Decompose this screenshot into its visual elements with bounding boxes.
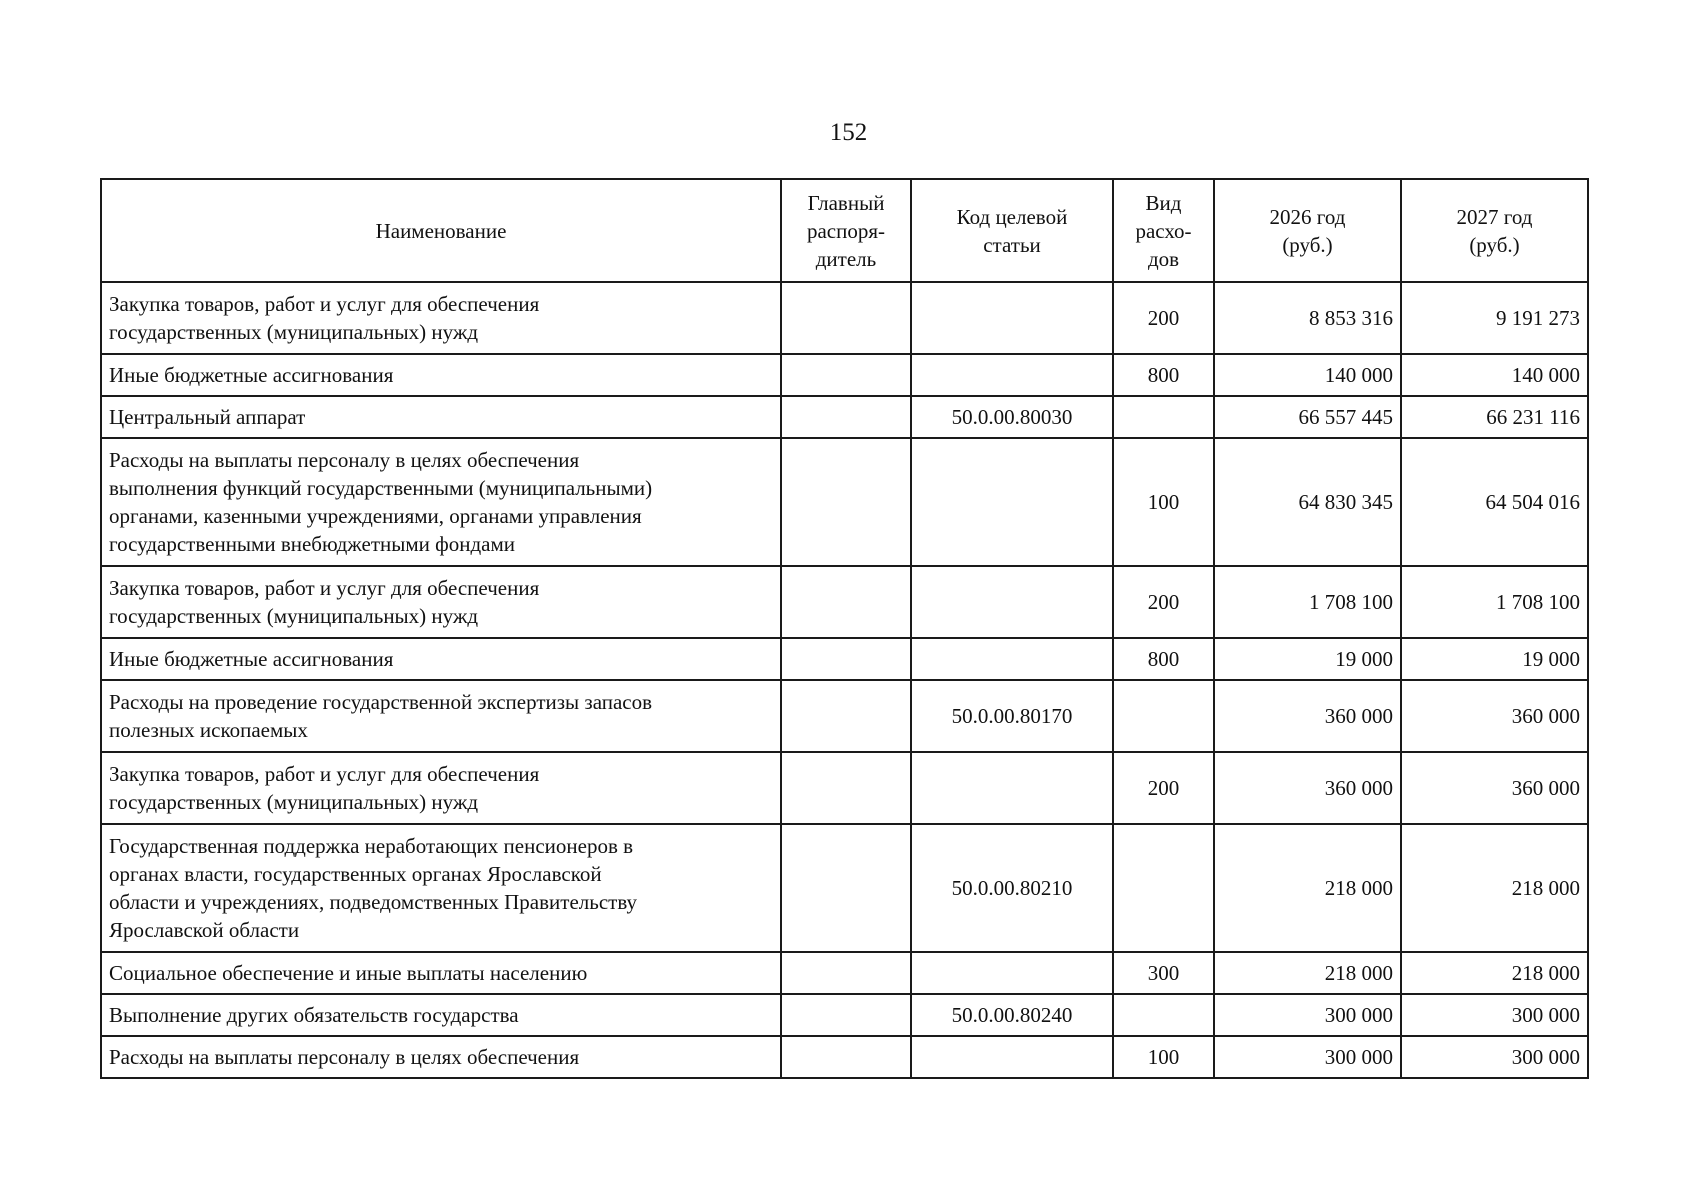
row-code [911,752,1113,824]
header-target-code: Код целевой статьи [911,179,1113,282]
row-2026: 218 000 [1214,824,1401,952]
row-2026: 360 000 [1214,680,1401,752]
row-manager [781,282,911,354]
table-row [101,438,1588,566]
row-type [1113,680,1214,752]
row-name: Социальное обеспечение и иные выплаты населению [101,952,781,994]
row-manager [781,680,911,752]
row-2026: 1 708 100 [1214,566,1401,638]
row-2027: 360 000 [1401,752,1588,824]
row-code: 50.0.00.80030 [911,396,1113,438]
header-year-2027: 2027 год (руб.) [1401,179,1588,282]
row-2027: 300 000 [1401,1036,1588,1078]
table-header-row [101,179,1588,282]
row-type: 800 [1113,354,1214,396]
row-type: 300 [1113,952,1214,994]
row-type: 200 [1113,752,1214,824]
row-2027: 19 000 [1401,638,1588,680]
table-row [101,952,1588,994]
row-type [1113,824,1214,952]
row-2026: 218 000 [1214,952,1401,994]
budget-table [100,178,1589,1079]
row-2027: 218 000 [1401,824,1588,952]
row-name: Расходы на выплаты персоналу в целях обеспечения выполнения функций государственными (муниципальными) органами, казенными учреждениями, органами управления государственными внебюджетными фондами [101,438,781,566]
row-name: Закупка товаров, работ и услуг для обеспечения государственных (муниципальных) нужд [101,752,781,824]
table-row [101,824,1588,952]
row-manager [781,752,911,824]
table-row [101,282,1588,354]
header-name: Наименование [101,179,781,282]
row-type [1113,396,1214,438]
row-2027: 64 504 016 [1401,438,1588,566]
row-2026: 360 000 [1214,752,1401,824]
row-2026: 66 557 445 [1214,396,1401,438]
table-row [101,752,1588,824]
row-code [911,1036,1113,1078]
row-manager [781,824,911,952]
table-row [101,354,1588,396]
table-row [101,680,1588,752]
row-2026: 8 853 316 [1214,282,1401,354]
page-number: 152 [829,119,868,146]
row-manager [781,566,911,638]
row-2027: 1 708 100 [1401,566,1588,638]
row-name: Государственная поддержка неработающих пенсионеров в органах власти, государственных органах Ярославской области и учреждениях, подведомственных Правительству Ярославской области [101,824,781,952]
row-name: Центральный аппарат [101,396,781,438]
table-row [101,396,1588,438]
row-name: Расходы на проведение государственной экспертизы запасов полезных ископаемых [101,680,781,752]
row-code [911,354,1113,396]
row-code: 50.0.00.80240 [911,994,1113,1036]
row-type [1113,994,1214,1036]
row-name: Закупка товаров, работ и услуг для обеспечения государственных (муниципальных) нужд [101,566,781,638]
row-code [911,282,1113,354]
row-name: Выполнение других обязательств государства [101,994,781,1036]
row-manager [781,638,911,680]
row-type: 800 [1113,638,1214,680]
header-expense-type: Вид расхо- дов [1113,179,1214,282]
row-code [911,438,1113,566]
row-2027: 300 000 [1401,994,1588,1036]
row-name: Расходы на выплаты персоналу в целях обеспечения [101,1036,781,1078]
row-type: 200 [1113,566,1214,638]
row-2026: 64 830 345 [1214,438,1401,566]
row-manager [781,1036,911,1078]
header-manager: Главный распоря- дитель [781,179,911,282]
row-code: 50.0.00.80210 [911,824,1113,952]
row-2027: 140 000 [1401,354,1588,396]
row-code [911,638,1113,680]
row-type: 100 [1113,438,1214,566]
row-2026: 300 000 [1214,994,1401,1036]
row-2026: 300 000 [1214,1036,1401,1078]
row-code [911,952,1113,994]
row-2026: 140 000 [1214,354,1401,396]
header-year-2026: 2026 год (руб.) [1214,179,1401,282]
row-2027: 360 000 [1401,680,1588,752]
table-row [101,1036,1588,1078]
row-2027: 66 231 116 [1401,396,1588,438]
row-manager [781,994,911,1036]
row-code [911,566,1113,638]
table-row [101,638,1588,680]
row-manager [781,438,911,566]
row-2027: 218 000 [1401,952,1588,994]
row-type: 200 [1113,282,1214,354]
row-manager [781,396,911,438]
table-row [101,566,1588,638]
row-code: 50.0.00.80170 [911,680,1113,752]
row-2027: 9 191 273 [1401,282,1588,354]
table-row [101,994,1588,1036]
row-2026: 19 000 [1214,638,1401,680]
row-manager [781,952,911,994]
row-name: Закупка товаров, работ и услуг для обеспечения государственных (муниципальных) нужд [101,282,781,354]
row-type: 100 [1113,1036,1214,1078]
row-name: Иные бюджетные ассигнования [101,638,781,680]
row-name: Иные бюджетные ассигнования [101,354,781,396]
row-manager [781,354,911,396]
